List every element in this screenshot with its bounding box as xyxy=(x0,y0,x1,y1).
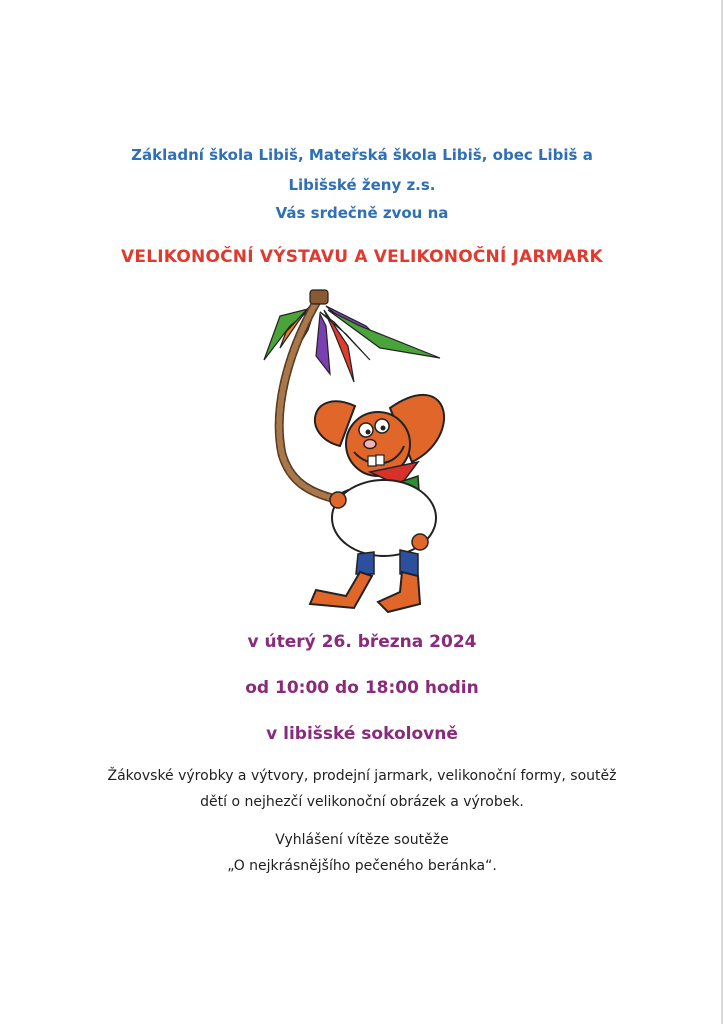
description-line-2: dětí o nejhezčí velikonoční obrázek a výrobek. xyxy=(200,794,524,810)
event-title: VELIKONOČNÍ VÝSTAVU A VELIKONOČNÍ JARMARK xyxy=(121,247,603,267)
invite-text: Vás srdečně zvou na xyxy=(275,204,449,222)
organizers-line-2: Libišské ženy z.s. xyxy=(288,176,436,194)
easter-bunny-with-pomlazka-illustration xyxy=(250,286,450,618)
nose-icon xyxy=(364,440,376,449)
event-time: od 10:00 do 18:00 hodin xyxy=(245,678,479,698)
announcement-line-1: Vyhlášení vítěze soutěže xyxy=(275,832,449,848)
event-date: v úterý 26. března 2024 xyxy=(247,632,477,652)
event-place: v libišské sokolovně xyxy=(266,724,458,744)
right-leg-icon xyxy=(378,572,420,612)
left-leg-icon xyxy=(310,572,372,608)
announcement-line-2: „O nejkrásnějšího pečeného beránka“. xyxy=(227,858,497,874)
description-line-1: Žákovské výrobky a výtvory, prodejní jarmark, velikonoční formy, soutěž xyxy=(107,768,617,784)
organizers-line-1: Základní škola Libiš, Mateřská škola Libiš, obec Libiš a xyxy=(131,146,593,164)
